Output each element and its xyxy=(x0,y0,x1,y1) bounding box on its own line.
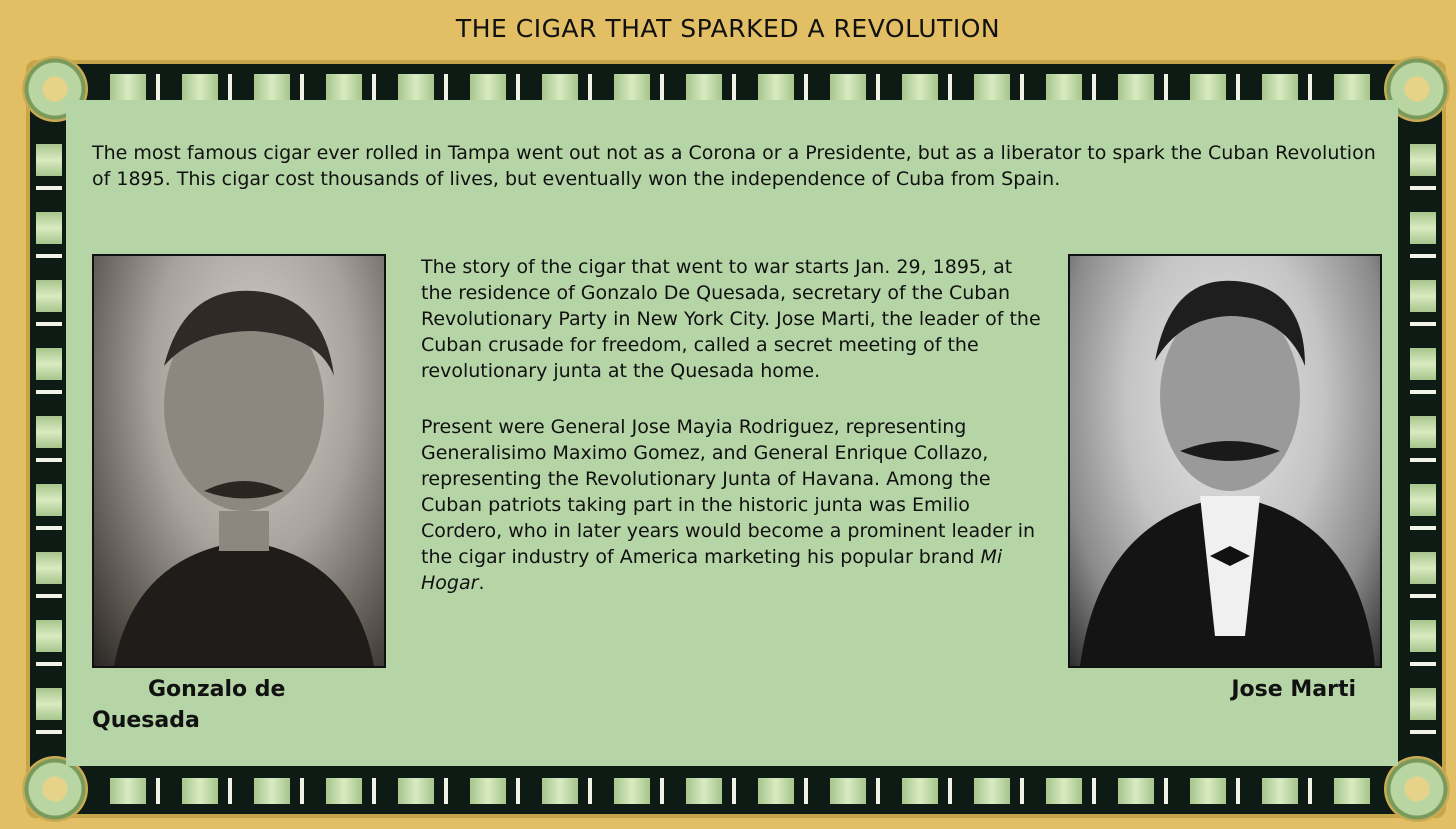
story-paragraph-2-text: Present were General Jose Mayia Rodriguez, representing Generalisimo Maximo Gomez, and General Enrique Collazo, representing the Revolutionary Junta of Havana. Among the Cuban patriots taking part in the historic junta was Emilio Cordero, who in later years would become a prominent leader in the cigar industry of America marketing his popular brand xyxy=(421,416,1036,568)
frame-border-right xyxy=(1410,134,1436,744)
story-text xyxy=(421,254,1041,626)
frame-border-left xyxy=(36,134,62,744)
portrait-silhouette-icon xyxy=(94,256,384,666)
caption-jose-marti: Jose Marti xyxy=(1231,677,1356,702)
intro-paragraph: The most famous cigar ever rolled in Tampa went out not as a Corona or a Presidente, but as a liberator to spark the Cuban Revolution of 1895. This cigar cost thousands of lives, but eventually won the independence of Cuba from Spain. xyxy=(92,142,1376,190)
caption-gonzalo-de-quesada: Gonzalo de Quesada xyxy=(92,677,286,733)
frame-border-top xyxy=(100,74,1372,100)
portrait-gonzalo-de-quesada xyxy=(92,254,386,668)
story-paragraph-2-end: . xyxy=(478,572,485,594)
story-paragraph-2 xyxy=(421,414,1041,596)
portrait-jose-marti xyxy=(1068,254,1382,668)
page-title: THE CIGAR THAT SPARKED A REVOLUTION xyxy=(455,14,1001,43)
brand-name: Mi Hogar xyxy=(421,546,1003,594)
portrait-silhouette-icon xyxy=(1070,256,1380,666)
story-paragraph-1: The story of the cigar that went to war starts Jan. 29, 1895, at the residence of Gonzalo De Quesada, secretary of the Cuban Revolutionary Party in New York City. Jose Marti, the leader of the Cuban crusade for freedom, called a secret meeting of the revolutionary junta at the Quesada home. xyxy=(421,256,1041,382)
frame-border-bottom xyxy=(100,778,1372,804)
